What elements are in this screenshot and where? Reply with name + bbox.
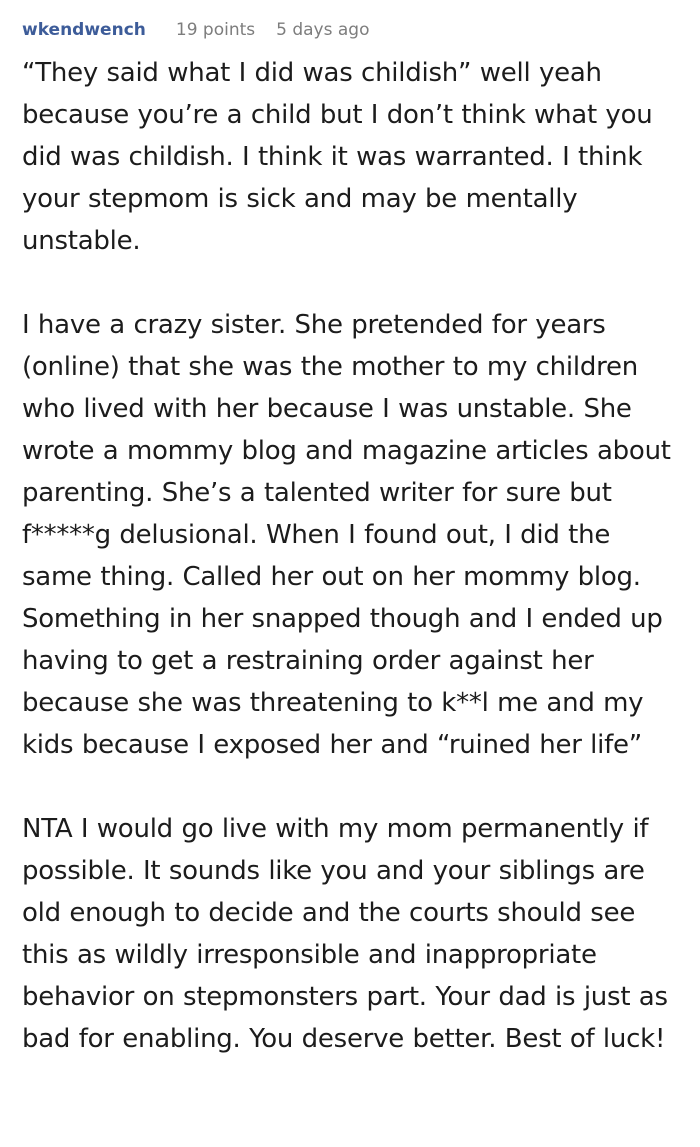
comment-timestamp[interactable]: 5 days ago	[276, 20, 370, 40]
comment-body	[22, 52, 678, 1060]
comment-meta	[22, 0, 678, 40]
comment-paragraph: NTA I would go live with my mom permanently if possible. It sounds like you and your siblings are old enough to decide and the courts should see this as wildly irresponsible and inappropriate behavior on stepmonsters part. Your dad is just as bad for enabling. You deserve better. Best of luck!	[22, 814, 668, 1054]
comment-paragraph: I have a crazy sister. She pretended for years (online) that she was the mother to my children who lived with her because I was unstable. She wrote a mommy blog and magazine articles about parenting. She’s a talented writer for sure but f*****g delusional. When I found out, I did the same thing. Called her out on her mommy blog. Something in her snapped though and I ended up having to get a restraining order against her because she was threatening to k**l me and my kids because I exposed her and “ruined her life”	[22, 310, 671, 760]
comment-points: 19 points	[175, 20, 256, 40]
comment-author-link[interactable]: wkendwench	[22, 20, 146, 40]
comment-paragraph: “They said what I did was childish” well yeah because you’re a child but I don’t think what you did was childish. I think it was warranted. I think your stepmom is sick and may be mentally unstable.	[22, 58, 653, 256]
